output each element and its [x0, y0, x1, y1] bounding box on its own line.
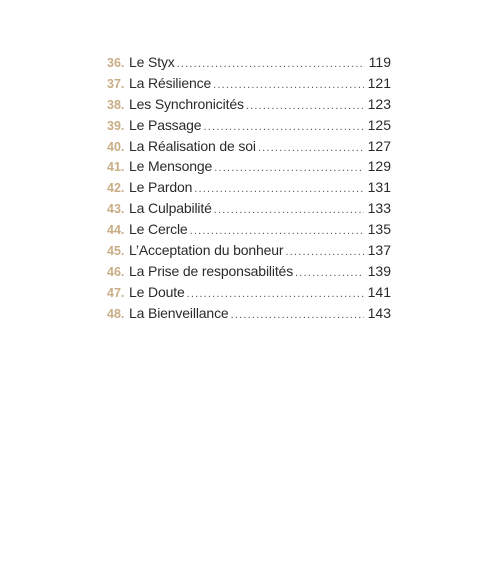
toc-entry-title: Le Pardon — [129, 179, 193, 196]
toc-entry-number: 42. — [107, 181, 125, 196]
toc-entry-title: Les Synchronicités — [129, 95, 244, 112]
toc-entry-page: 129 — [367, 158, 391, 175]
toc-entry-title: La Résilience — [129, 74, 212, 91]
toc-entry-page: 123 — [367, 95, 391, 112]
toc-entry-number: 37. — [107, 76, 125, 91]
toc-entry-title: Le Styx — [129, 54, 175, 70]
toc-entry-number: 38. — [107, 97, 125, 112]
toc-entry-title: La Culpabilité — [129, 200, 212, 217]
toc-entry-number: 47. — [107, 285, 125, 300]
toc-entry-title: Le Cercle — [129, 221, 188, 238]
toc-dot-leader — [231, 305, 364, 326]
toc-entry-number: 44. — [107, 223, 125, 238]
toc-entry-number: 41. — [107, 160, 125, 175]
toc-entry-page: 125 — [367, 116, 391, 133]
toc-entry-page: 135 — [367, 221, 391, 238]
toc-entry-title: Le Mensonge — [129, 158, 213, 175]
toc-entry[interactable] — [107, 115, 391, 136]
toc-entry[interactable] — [107, 303, 391, 324]
toc-entry-page: 121 — [367, 74, 391, 91]
toc-entry-number: 45. — [107, 244, 125, 259]
toc-entry-number: 39. — [107, 118, 125, 133]
toc-entry-title: La Bienveillance — [129, 304, 229, 321]
toc-entry[interactable] — [107, 261, 391, 282]
toc-entry-page: 133 — [367, 200, 391, 217]
toc-entry[interactable] — [107, 136, 391, 157]
toc-entry[interactable] — [107, 282, 391, 303]
toc-dot-leader — [214, 158, 363, 179]
toc-entry[interactable] — [107, 156, 391, 177]
toc-dot-leader — [214, 200, 364, 221]
toc-entry[interactable] — [107, 94, 391, 115]
toc-dot-leader — [177, 54, 365, 75]
toc-entry-title: Le Passage — [129, 116, 202, 133]
toc-entry-page: 131 — [367, 179, 391, 196]
toc-entry[interactable] — [107, 73, 391, 94]
table-of-contents — [107, 52, 391, 324]
toc-dot-leader — [194, 179, 363, 200]
toc-entry-page: 137 — [367, 242, 391, 259]
toc-entry[interactable] — [107, 198, 391, 219]
toc-entry-number: 36. — [107, 56, 125, 70]
toc-entry-title: Le Doute — [129, 283, 185, 300]
toc-entry-title: L’Acceptation du bonheur — [129, 242, 284, 259]
toc-dot-leader — [258, 138, 364, 159]
toc-entry-page: 141 — [367, 283, 391, 300]
toc-entry-number: 43. — [107, 202, 125, 217]
toc-entry-page: 143 — [367, 304, 391, 321]
toc-entry-number: 46. — [107, 264, 125, 279]
toc-entry[interactable] — [107, 177, 391, 198]
toc-entry[interactable] — [107, 219, 391, 240]
toc-dot-leader — [203, 117, 363, 138]
toc-entry-title: La Réalisation de soi — [129, 137, 256, 154]
toc-dot-leader — [213, 75, 364, 96]
toc-entry-page: 119 — [368, 54, 391, 70]
toc-dot-leader — [246, 96, 364, 117]
toc-dot-leader — [295, 263, 364, 284]
toc-entry-page: 127 — [367, 137, 391, 154]
toc-dot-leader — [187, 284, 364, 305]
toc-dot-leader — [285, 242, 363, 263]
toc-entry[interactable] — [107, 240, 391, 261]
toc-entry-title: La Prise de responsabilités — [129, 262, 294, 279]
toc-entry-page: 139 — [367, 262, 391, 279]
toc-entry-number: 40. — [107, 139, 125, 154]
toc-entry-number: 48. — [107, 306, 125, 321]
toc-entry[interactable] — [107, 52, 391, 73]
toc-dot-leader — [190, 221, 364, 242]
